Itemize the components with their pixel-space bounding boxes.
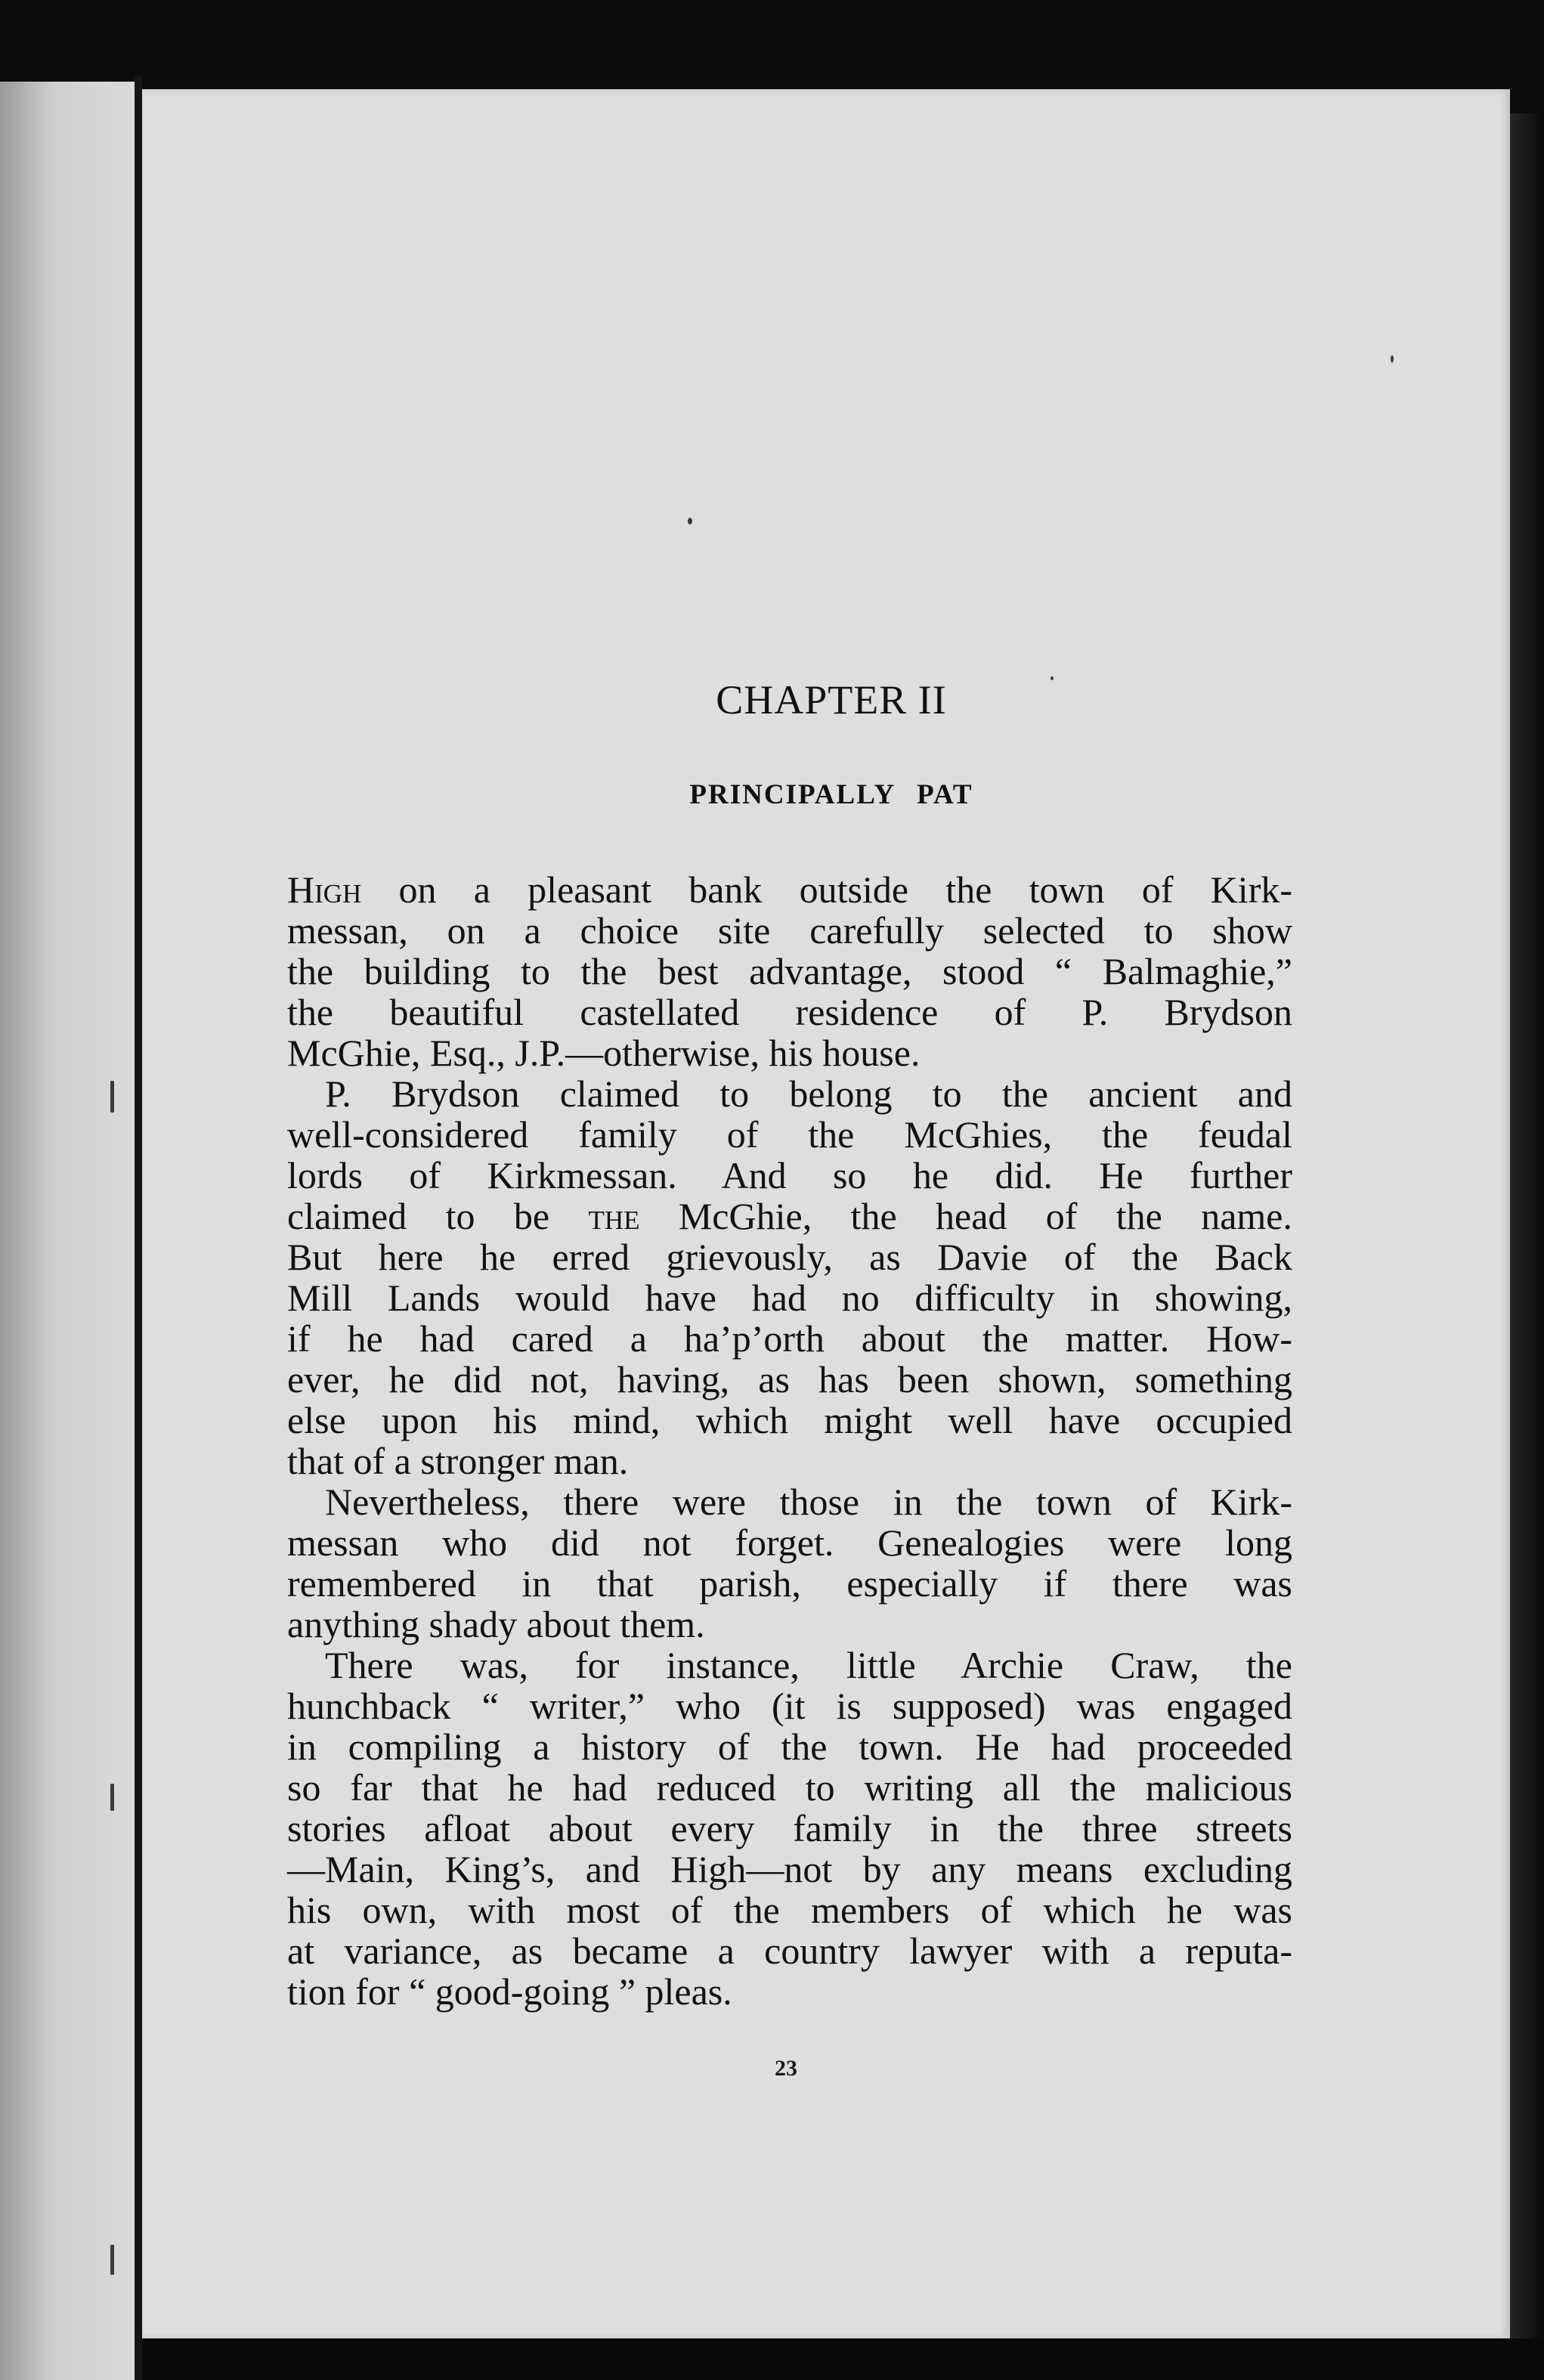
text-line-fragment: McGhie, the head of the name. (639, 1195, 1292, 1237)
text-line: There was, for instance, little Archie Craw, the (325, 1644, 1292, 1686)
text-line: messan who did not forget. Genealogies were long (287, 1521, 1292, 1564)
text-line: in compiling a history of the town. He had proceeded (287, 1725, 1292, 1768)
text-line: Mill Lands would have had no difficulty in showing, (287, 1277, 1292, 1319)
dust-speck (110, 2245, 114, 2275)
text-line: that of a stronger man. (287, 1440, 629, 1482)
page-number: 23 (775, 2056, 797, 2081)
right-edge-shadow (1510, 113, 1544, 2380)
text-line-fragment: on a pleasant bank outside the town of Kirk- (361, 868, 1292, 911)
text-line: tion for “ good-going ” pleas. (287, 1970, 732, 2013)
text-line: McGhie, Esq., J.P.—otherwise, his house. (287, 1032, 921, 1074)
dust-speck (688, 518, 692, 525)
text-line: else upon his mind, which might well have occupied (287, 1399, 1292, 1441)
text-line: anything shady about them. (287, 1603, 705, 1645)
text-line: so far that he had reduced to writing all the malicious (287, 1766, 1292, 1809)
text-line: the beautiful castellated residence of P. Brydson (287, 991, 1292, 1033)
dust-speck (110, 1081, 114, 1113)
left-page-edge (0, 82, 135, 2380)
text-line: the building to the best advantage, stood “ Balmaghie,” (287, 950, 1292, 992)
bottom-edge-shadow (142, 2338, 1544, 2380)
text-line: But here he erred grievously, as Davie of the Back (287, 1236, 1292, 1278)
text-line (287, 1196, 1292, 1236)
text-line: stories afloat about every family in the three streets (287, 1807, 1292, 1849)
text-line: if he had cared a ha’p’orth about the matter. How- (287, 1317, 1292, 1360)
text-line: remembered in that parish, especially if there was (287, 1562, 1292, 1605)
chapter-subtitle: PRINCIPALLY PAT (689, 779, 973, 810)
text-line: messan, on a choice site carefully selected to show (287, 909, 1292, 952)
book-gutter (135, 76, 142, 2380)
chapter-body-text (287, 869, 1292, 2012)
dust-speck (110, 1784, 114, 1811)
text-line: P. Brydson claimed to belong to the ancient and (325, 1072, 1292, 1115)
text-line: Nevertheless, there were those in the town of Kirk- (325, 1481, 1292, 1523)
text-line: —Main, King’s, and High—not by any means excluding (287, 1848, 1292, 1890)
text-line: lords of Kirkmessan. And so he did. He further (287, 1154, 1292, 1196)
chapter-heading: CHAPTER II (716, 677, 947, 723)
text-line (287, 869, 1292, 910)
opening-small-caps-word: High (287, 868, 362, 911)
text-line: well-considered family of the McGhies, the feudal (287, 1113, 1292, 1156)
text-line-fragment: claimed to be (287, 1195, 589, 1237)
emphasis-small-caps-word: the (588, 1195, 640, 1237)
text-line: his own, with most of the members of which he was (287, 1889, 1292, 1931)
text-line: at variance, as became a country lawyer with a reputa- (287, 1930, 1292, 1972)
text-line: hunchback “ writer,” who (it is supposed) was engaged (287, 1685, 1292, 1727)
dust-speck (1391, 355, 1394, 363)
text-line: ever, he did not, having, as has been shown, something (287, 1358, 1292, 1400)
